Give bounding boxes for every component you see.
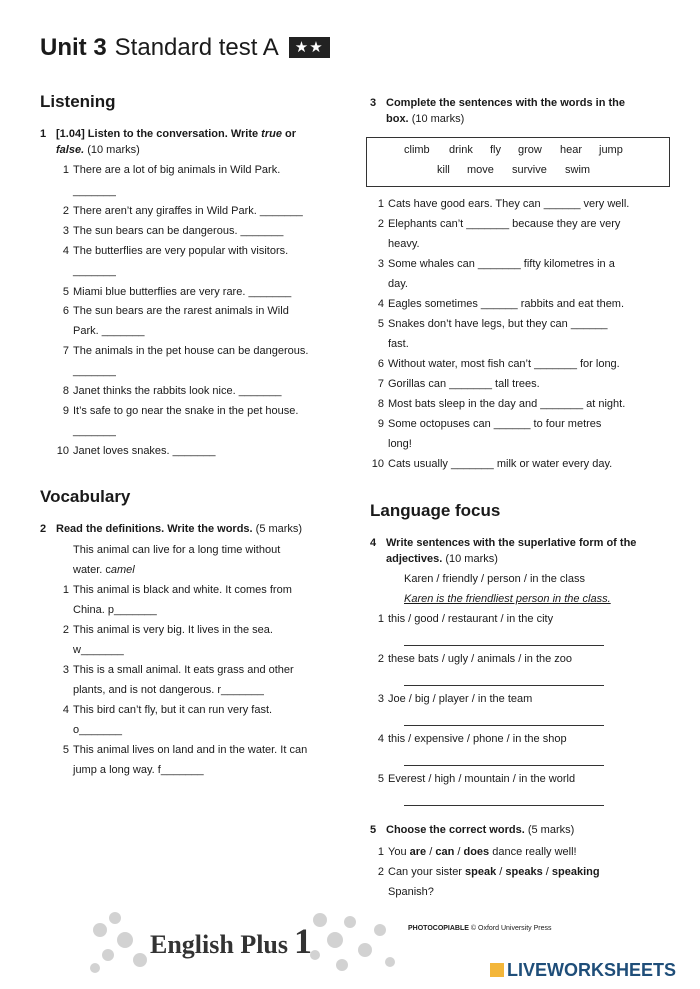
item-number: 1 [377,613,384,625]
item-number: 4 [377,298,384,310]
item-text: Everest / high / mountain / in the world [388,773,576,785]
word-box-word: climb [404,144,430,156]
q2-example-answer: amel [110,564,135,576]
item-number: 3 [62,225,69,237]
item-text: jump a long way. f_______ [73,764,204,776]
unit-label: Unit 3 [40,34,107,61]
item-text: This animal lives on land and in the water. It can [73,744,308,756]
item-number: 6 [62,305,69,317]
word-box-word: drink [449,144,473,156]
item-text: Without water, most fish can’t _______ for long. [388,358,620,370]
item-text: o_______ [73,724,122,736]
item-number: 4 [62,704,69,716]
q5-instruction: 5 Choose the correct words. (5 marks) [370,824,575,836]
item-text: The butterflies are very popular with visitors. [73,245,289,257]
item-number: 5 [377,318,384,330]
item-text: plants, and is not dangerous. r_______ [73,684,264,696]
item-number: 4 [62,245,69,257]
language-focus-heading: Language focus [370,501,501,520]
item-text: long! [388,438,412,450]
item-number: 5 [62,744,69,756]
word-box-word: swim [565,164,591,176]
item-text: these bats / ugly / animals / in the zoo [388,653,573,665]
item-number: 8 [377,398,384,410]
item-text: _______ [73,265,116,277]
q4-instruction: 4 Write sentences with the superlative form of the adjectives. (10 marks) [370,537,637,565]
liveworksheets-watermark: LIVEWORKSHEETS [490,960,676,981]
item-text: Cats usually _______ milk or water every day. [388,458,613,470]
item-number: 10 [56,445,69,457]
item-number: 2 [377,653,384,665]
word-box-word: hear [560,144,583,156]
item-text: w_______ [73,644,124,656]
item-text: Eagles sometimes ______ rabbits and eat them. [388,298,625,310]
item-number: 9 [62,405,69,417]
word-box [366,137,670,187]
item-number: 2 [62,205,69,217]
item-text: The animals in the pet house can be dangerous. [73,345,309,357]
vocabulary-heading: Vocabulary [40,487,131,506]
q4-answer-line[interactable] [404,645,604,646]
item-text: China. p_______ [73,604,157,616]
listening-heading: Listening [40,92,116,111]
q4-answer-line[interactable] [404,685,604,686]
item-number: 5 [62,286,69,298]
item-text: Janet loves snakes. _______ [73,445,216,457]
item-number: 1 [377,198,384,210]
item-number: 5 [377,773,384,785]
item-number: 7 [62,345,69,357]
word-box-word: kill [437,164,450,176]
item-text: It’s safe to go near the snake in the pet house. [73,405,299,417]
q1-instruction: 1 [1.04] Listen to the conversation. Write true or false. (10 marks) [40,128,297,156]
item-text: this / good / restaurant / in the city [388,613,554,625]
item-text: Most bats sleep in the day and _______ at night. [388,398,626,410]
item-text: This is a small animal. It eats grass and other [73,664,294,676]
item-text: Miami blue butterflies are very rare. _______ [73,286,292,298]
item-number: 2 [62,624,69,636]
q3-instruction: 3 Complete the sentences with the words in the box. (10 marks) [370,97,625,125]
item-text: day. [388,278,408,290]
word-box-word: grow [518,144,542,156]
item-number: 6 [377,358,384,370]
test-title: Standard test A [114,34,279,61]
item-number: 1 [62,164,69,176]
item-number: 9 [377,418,384,430]
item-number: 7 [377,378,384,390]
item-text: fast. [388,338,409,350]
item-number: 10 [371,458,384,470]
item-text: Janet thinks the rabbits look nice. _______ [73,385,282,397]
item-number: 2 [377,218,384,230]
item-text: Some whales can _______ fifty kilometres in a [388,258,615,270]
item-text: _______ [73,365,116,377]
item-number: 3 [377,258,384,270]
item-text: _______ [73,425,116,437]
english-plus-logo: English Plus 1 [150,921,313,961]
item-text: this / expensive / phone / in the shop [388,733,567,745]
item-number: 1 [62,584,69,596]
item-text: This bird can’t fly, but it can run very fast. [73,704,273,716]
word-box-word: jump [599,144,623,156]
item-text: There are a lot of big animals in Wild Park. [73,164,281,176]
liveworksheets-icon [490,963,504,977]
item-text: The sun bears are the rarest animals in Wild [73,305,289,317]
item-number: 8 [62,385,69,397]
word-box-word: survive [512,164,547,176]
q4-answer-line[interactable] [404,725,604,726]
item-text: Joe / big / player / in the team [388,693,533,705]
difficulty-stars-badge: ★★ [289,37,330,58]
item-number: 3 [377,693,384,705]
q2-instruction: 2 Read the definitions. Write the words. (5 marks) [40,523,303,535]
item-text: Some octopuses can ______ to four metres [388,418,602,430]
q4-answer-line[interactable] [404,765,604,766]
item-text: _______ [73,185,116,197]
item-text: Elephants can’t _______ because they are very [388,218,621,230]
item-number: 4 [377,733,384,745]
word-box-word: move [467,164,494,176]
item-number: 3 [62,664,69,676]
item-text: heavy. [388,238,420,250]
item-text: Gorillas can _______ tall trees. [388,378,540,390]
page-title [40,34,330,62]
item-text: Park. _______ [73,325,145,337]
word-box-word: fly [490,144,501,156]
item-text: The sun bears can be dangerous. _______ [73,225,284,237]
item-text: This animal is very big. It lives in the sea. [73,624,273,636]
q4-answer-line[interactable] [404,805,604,806]
item-text: There aren’t any giraffes in Wild Park. _______ [73,205,303,217]
item-text: Snakes don’t have legs, but they can ______ [388,318,608,330]
copyright-notice: PHOTOCOPIABLE © Oxford University Press [408,925,552,932]
item-text: This animal is black and white. It comes from [73,584,292,596]
item-text: Cats have good ears. They can ______ very well. [388,198,630,210]
